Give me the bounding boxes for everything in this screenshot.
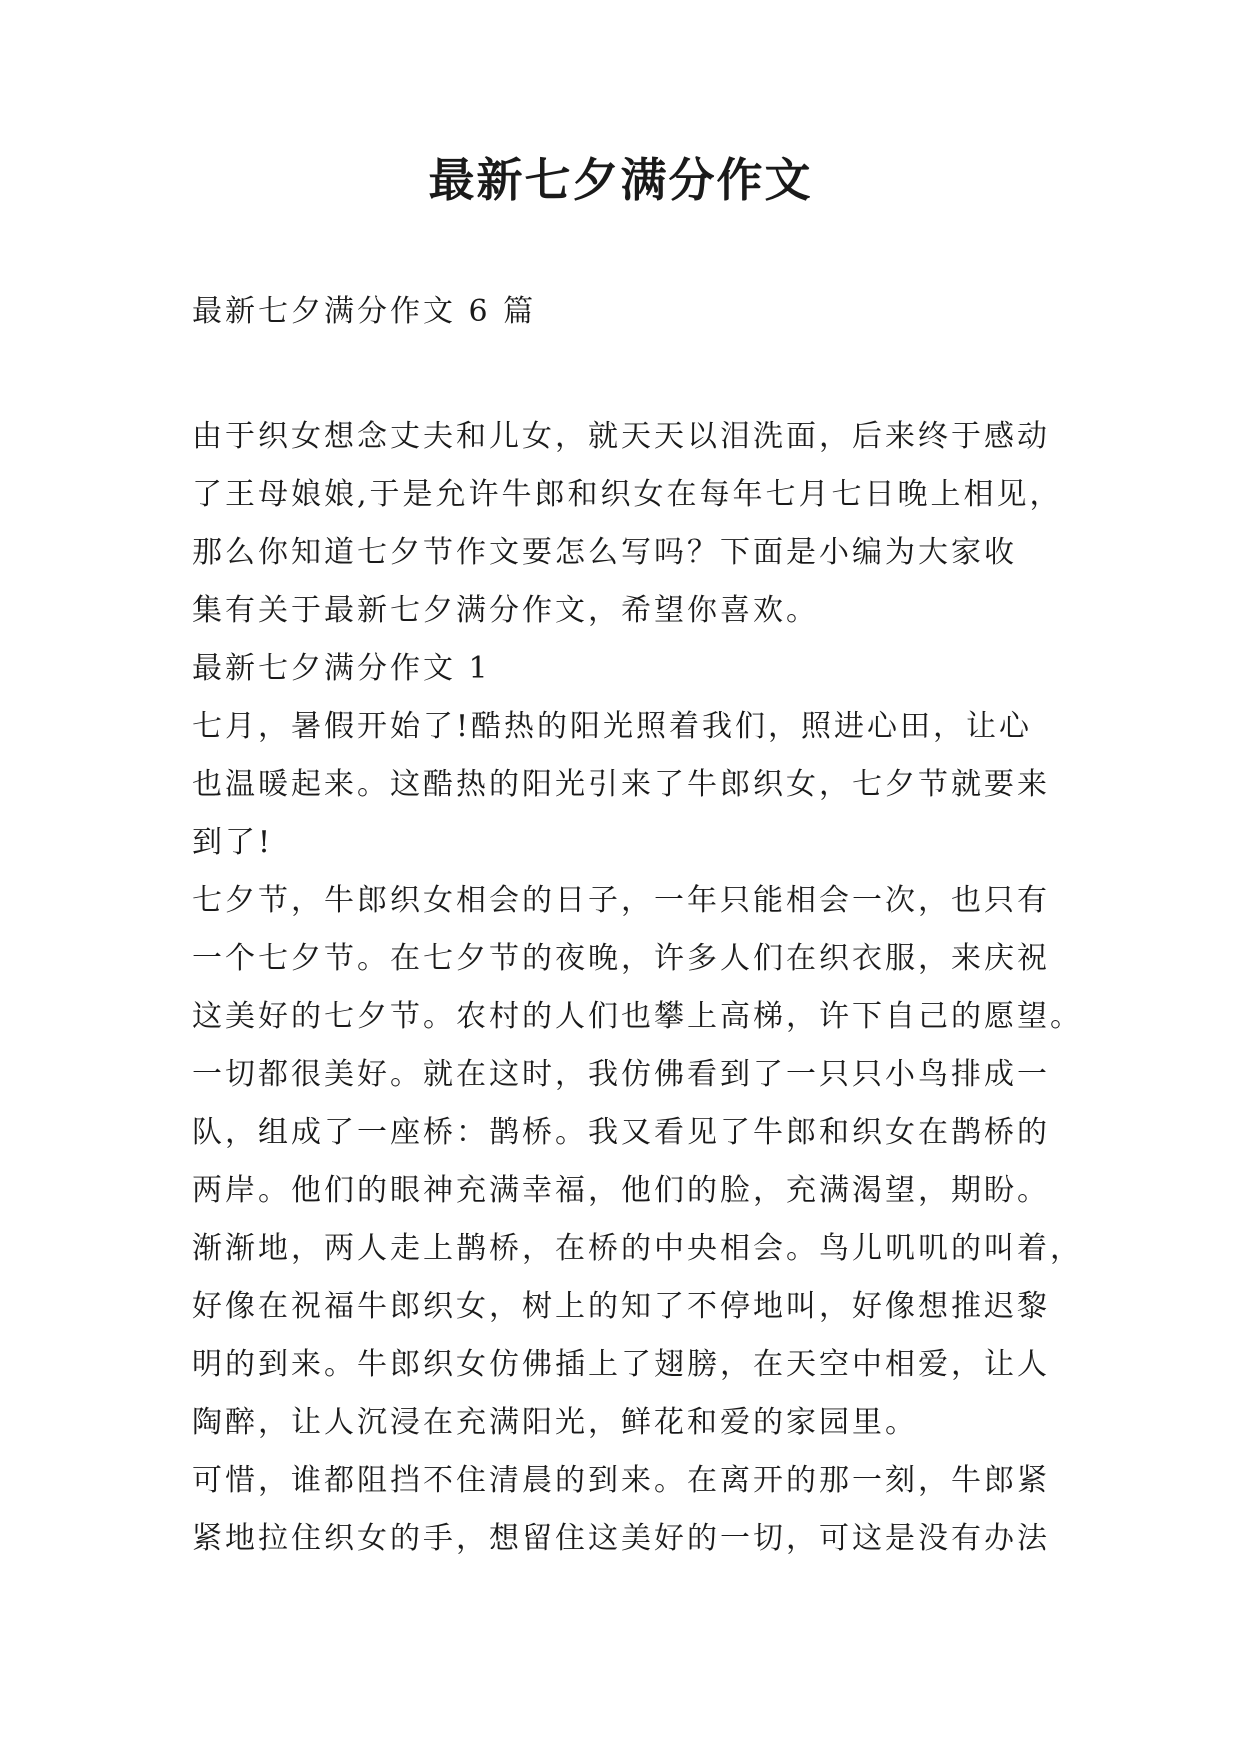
document-body [192, 408, 1083, 1568]
text-line: 这美好的七夕节。农村的人们也攀上高梯，许下自己的愿望。 [192, 999, 1083, 1034]
page-title: 最新七夕满分作文 [428, 153, 813, 207]
text-line: 集有关于最新七夕满分作文，希望你喜欢。 [192, 593, 819, 628]
section-heading: 最新七夕满分作文 1 [192, 651, 491, 686]
text-line: 队，组成了一座桥：鹊桥。我又看见了牛郎和织女在鹊桥的 [192, 1115, 1050, 1150]
text-line: 七夕节，牛郎织女相会的日子，一年只能相会一次，也只有 [192, 883, 1050, 918]
text-line: 紧地拉住织女的手，想留住这美好的一切，可这是没有办法 [192, 1521, 1050, 1556]
text-line: 可惜，谁都阻挡不住清晨的到来。在离开的那一刻，牛郎紧 [192, 1463, 1050, 1498]
text-line: 由于织女想念丈夫和儿女，就天天以泪洗面，后来终于感动 [192, 419, 1050, 454]
document-subtitle: 最新七夕满分作文 6 篇 [192, 294, 537, 329]
text-line: 渐渐地，两人走上鹊桥，在桥的中央相会。鸟儿叽叽的叫着， [192, 1231, 1083, 1266]
text-line: 两岸。他们的眼神充满幸福，他们的脸，充满渴望，期盼。 [192, 1173, 1050, 1208]
text-line: 好像在祝福牛郎织女，树上的知了不停地叫，好像想推迟黎 [192, 1289, 1050, 1324]
text-line: 一个七夕节。在七夕节的夜晚，许多人们在织衣服，来庆祝 [192, 941, 1050, 976]
text-line: 七月，暑假开始了!酷热的阳光照着我们，照进心田，让心 [192, 709, 1033, 744]
text-line: 了王母娘娘,于是允许牛郎和织女在每年七月七日晚上相见， [192, 477, 1063, 512]
text-line: 那么你知道七夕节作文要怎么写吗？下面是小编为大家收 [192, 535, 1017, 570]
text-line: 也温暖起来。这酷热的阳光引来了牛郎织女，七夕节就要来 [192, 767, 1050, 802]
text-line: 陶醉，让人沉浸在充满阳光，鲜花和爱的家园里。 [192, 1405, 918, 1440]
text-line: 明的到来。牛郎织女仿佛插上了翅膀，在天空中相爱，让人 [192, 1347, 1050, 1382]
text-line: 一切都很美好。就在这时，我仿佛看到了一只只小鸟排成一 [192, 1057, 1050, 1092]
text-line: 到了! [192, 825, 274, 860]
